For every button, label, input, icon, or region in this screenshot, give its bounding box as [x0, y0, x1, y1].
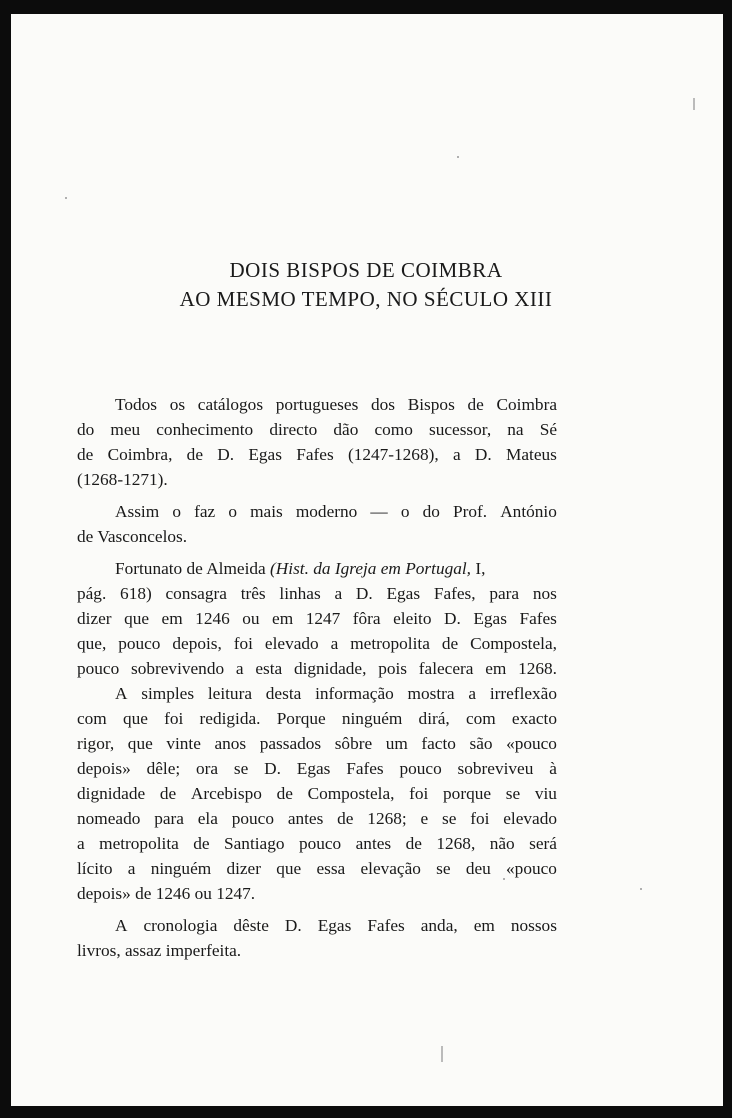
word: elevado: [264, 634, 319, 653]
word: Fafes: [367, 916, 405, 935]
word: sobrevivendo: [131, 659, 225, 678]
word: dizer: [226, 859, 261, 878]
word: sobreviveu: [457, 759, 534, 778]
word: são: [469, 734, 493, 753]
word: lícito: [77, 859, 113, 878]
word: do: [422, 502, 440, 521]
text-line: [77, 756, 557, 781]
word: que,: [77, 634, 107, 653]
scan-speck: [640, 888, 642, 890]
text-line-content: de Vasconcelos.: [77, 527, 188, 546]
text-line: [77, 856, 557, 881]
word: meu: [110, 420, 141, 439]
text-line: [77, 524, 557, 549]
word: exacto: [511, 709, 557, 728]
word: simples: [141, 684, 195, 703]
word: de: [467, 395, 484, 414]
word: a: [334, 584, 343, 603]
text-line: [77, 606, 557, 631]
word: foi: [409, 784, 429, 803]
word: anos: [214, 734, 247, 753]
scan-mark: [441, 1046, 443, 1062]
word: Bispos: [407, 395, 455, 414]
word: Egas: [386, 584, 421, 603]
scan-mark: [693, 98, 695, 110]
citation-title: (Hist. da Igreja em Portugal,: [270, 559, 471, 578]
word: Assim: [115, 502, 160, 521]
word: a: [468, 684, 477, 703]
text-line-content: [115, 913, 557, 938]
word: D.: [444, 609, 461, 628]
word: Egas: [473, 609, 507, 628]
text-line-content: (1268-1271).: [77, 470, 168, 489]
word: Todos: [115, 395, 157, 414]
word: dizer: [77, 609, 112, 628]
word: consagra: [165, 584, 227, 603]
word: leitura: [207, 684, 252, 703]
word: Porque: [276, 709, 326, 728]
word: de: [159, 784, 177, 803]
text-line: [77, 831, 557, 856]
word: cronologia: [143, 916, 218, 935]
word: Egas: [296, 759, 331, 778]
paragraph-4: [77, 681, 557, 906]
word: antes: [355, 834, 392, 853]
word: elevação: [360, 859, 421, 878]
word: redigida.: [199, 709, 261, 728]
page-title-line-1: DOIS BISPOS DE COIMBRA: [229, 258, 503, 282]
text-line-content: [77, 417, 557, 442]
word: de: [276, 784, 293, 803]
word: se: [436, 859, 451, 878]
word: directo: [269, 420, 318, 439]
word: a: [77, 834, 85, 853]
word: Compostela,: [470, 634, 557, 653]
text-line: [77, 442, 557, 467]
paragraph-1: [77, 392, 557, 492]
word: será: [529, 834, 557, 853]
word: ora: [196, 759, 219, 778]
word: facto: [421, 734, 456, 753]
word: esta: [255, 659, 283, 678]
word: foi: [164, 709, 184, 728]
text-line-content: [77, 731, 557, 756]
word: de: [405, 834, 422, 853]
word: ninguém: [150, 859, 212, 878]
paragraph-3: [77, 556, 557, 681]
text-line: [77, 938, 557, 963]
word: como: [374, 420, 413, 439]
word: a: [235, 659, 244, 678]
word: Fafes: [346, 759, 384, 778]
word: nomeado: [77, 809, 141, 828]
text-line: [77, 417, 557, 442]
scan-speck: [503, 878, 505, 880]
word: um: [385, 734, 408, 753]
word: A: [115, 916, 128, 935]
word: Fafes: [296, 445, 334, 464]
scan-speck: [65, 197, 67, 199]
paragraph-2: [77, 499, 557, 549]
scan-speck: [457, 156, 459, 158]
word: não: [489, 834, 515, 853]
word: se: [233, 759, 249, 778]
word: três: [240, 584, 266, 603]
word: viu: [534, 784, 557, 803]
word: a: [127, 859, 136, 878]
text-line: [77, 499, 557, 524]
word: António: [500, 502, 557, 521]
word: pois: [378, 659, 407, 678]
word: com: [77, 709, 107, 728]
word: dão: [333, 420, 359, 439]
word: depois,: [172, 634, 222, 653]
word: Fafes: [519, 609, 557, 628]
word: D.: [284, 916, 302, 935]
text-line: [77, 631, 557, 656]
word: dêle;: [146, 759, 181, 778]
word: foi: [470, 809, 490, 828]
text-line-content: [115, 681, 557, 706]
word: moderno: [295, 502, 358, 521]
word: nos: [532, 584, 557, 603]
word: portugueses: [275, 395, 359, 414]
word: Coimbra,: [107, 445, 173, 464]
text-line-content: [77, 581, 557, 606]
word: informação: [315, 684, 394, 703]
text-line-content: [115, 392, 557, 417]
word: na: [507, 420, 524, 439]
word: sucessor,: [428, 420, 492, 439]
word: dignidade,: [293, 659, 367, 678]
word: se: [442, 809, 457, 828]
word: que: [124, 609, 150, 628]
word: D.: [474, 445, 492, 464]
word: Compostela,: [307, 784, 395, 803]
word: essa: [316, 859, 346, 878]
word: dêste: [233, 916, 269, 935]
text-line: [77, 913, 557, 938]
word: desta: [265, 684, 302, 703]
word: a: [452, 445, 461, 464]
word: à: [549, 759, 557, 778]
text-line-content: [115, 556, 485, 581]
text-line: [77, 881, 557, 906]
word: 1268;: [367, 809, 407, 828]
word: porque: [443, 784, 492, 803]
word: faz: [194, 502, 216, 521]
word: pág.: [77, 584, 107, 603]
word: 1247: [305, 609, 341, 628]
word: dignidade: [77, 784, 146, 803]
text-line-content: [77, 806, 557, 831]
word: Sé: [539, 420, 557, 439]
word: conhecimento: [156, 420, 254, 439]
word: fôra: [352, 609, 381, 628]
word: o: [228, 502, 237, 521]
word: 1246: [195, 609, 230, 628]
text-line: [77, 467, 557, 492]
word: dirá,: [418, 709, 450, 728]
word: e: [420, 809, 429, 828]
word: Coimbra: [496, 395, 557, 414]
word: (1247-1268),: [347, 445, 439, 464]
text-line-content: [77, 656, 557, 681]
text-line: [77, 656, 557, 681]
word: pouco: [399, 759, 442, 778]
word: catálogos: [197, 395, 264, 414]
word: em: [272, 609, 294, 628]
text-line-content: [77, 831, 557, 856]
word: eleito: [393, 609, 432, 628]
word: o: [400, 502, 410, 521]
text-line: [77, 806, 557, 831]
word: pouco: [118, 634, 161, 653]
word: em: [161, 609, 183, 628]
text-line-content: [77, 756, 557, 781]
word: Arcebispo: [190, 784, 262, 803]
word: vinte: [166, 734, 201, 753]
word: mais: [250, 502, 283, 521]
word: de: [337, 809, 354, 828]
word: linhas: [279, 584, 321, 603]
word: sôbre: [334, 734, 373, 753]
word: Egas: [317, 916, 352, 935]
text-line: [77, 556, 557, 581]
word: que: [127, 734, 153, 753]
word: nossos: [510, 916, 557, 935]
word: se: [505, 784, 521, 803]
text-line-content: [77, 442, 557, 467]
word: dos: [371, 395, 396, 414]
page-title-line-2: AO MESMO TEMPO, NO SÉCULO XIII: [179, 287, 553, 311]
text-line-content: livros, assaz imperfeita.: [77, 941, 242, 960]
word: ou: [242, 609, 260, 628]
word: D.: [355, 584, 373, 603]
text-line-content: [77, 706, 557, 731]
word: —: [370, 502, 388, 521]
word: elevado: [503, 809, 557, 828]
word: de: [186, 445, 203, 464]
citation-volume: I,: [471, 559, 486, 578]
word: metropolita: [99, 834, 179, 853]
word: a: [330, 634, 339, 653]
word: D.: [217, 445, 235, 464]
word: 1268,: [436, 834, 476, 853]
word: depois»: [77, 759, 131, 778]
word: mostra: [407, 684, 455, 703]
word: falecera: [418, 659, 474, 678]
text-line-content: depois» de 1246 ou 1247.: [77, 884, 256, 903]
word: Santiago: [224, 834, 285, 853]
text-line: [77, 581, 557, 606]
word: A: [115, 684, 128, 703]
text-line-content: [77, 606, 557, 631]
word: Egas: [248, 445, 282, 464]
word: metropolita: [350, 634, 430, 653]
word: de: [77, 445, 94, 464]
word: passados: [259, 734, 322, 753]
paragraph-5: [77, 913, 557, 963]
word: 618): [120, 584, 152, 603]
word: de: [441, 634, 459, 653]
word: do: [77, 420, 95, 439]
word: rigor,: [77, 734, 115, 753]
word: pouco: [231, 809, 274, 828]
word: de: [193, 834, 210, 853]
word: foi: [233, 634, 253, 653]
word: o: [172, 502, 181, 521]
word: em: [485, 659, 507, 678]
word: antes: [287, 809, 324, 828]
text-line: [77, 706, 557, 731]
word: ninguém: [341, 709, 403, 728]
word: anda,: [420, 916, 458, 935]
text-line-content: [77, 856, 557, 881]
word: para: [154, 809, 184, 828]
word: que: [276, 859, 302, 878]
word: para: [489, 584, 520, 603]
word: pouco: [77, 659, 120, 678]
word: Prof.: [452, 502, 488, 521]
word: pouco: [298, 834, 342, 853]
word: em: [473, 916, 495, 935]
word: Mateus: [506, 445, 557, 464]
word: com: [465, 709, 496, 728]
word: D.: [264, 759, 281, 778]
body-text: [77, 392, 557, 963]
word: deu: [465, 859, 491, 878]
word: «pouco: [506, 859, 557, 878]
text-line-content: [115, 499, 557, 524]
word: os: [169, 395, 186, 414]
author-name: Fortunato de Almeida: [115, 559, 271, 578]
word: irreflexão: [489, 684, 557, 703]
text-line-content: [77, 781, 557, 806]
word: «pouco: [506, 734, 557, 753]
word: 1268.: [518, 659, 557, 678]
text-line-content: [77, 631, 557, 656]
text-line: [77, 681, 557, 706]
word: Fafes,: [433, 584, 476, 603]
word: que: [122, 709, 148, 728]
text-line: [77, 392, 557, 417]
text-line: [77, 781, 557, 806]
text-line: [77, 731, 557, 756]
word: ela: [197, 809, 218, 828]
